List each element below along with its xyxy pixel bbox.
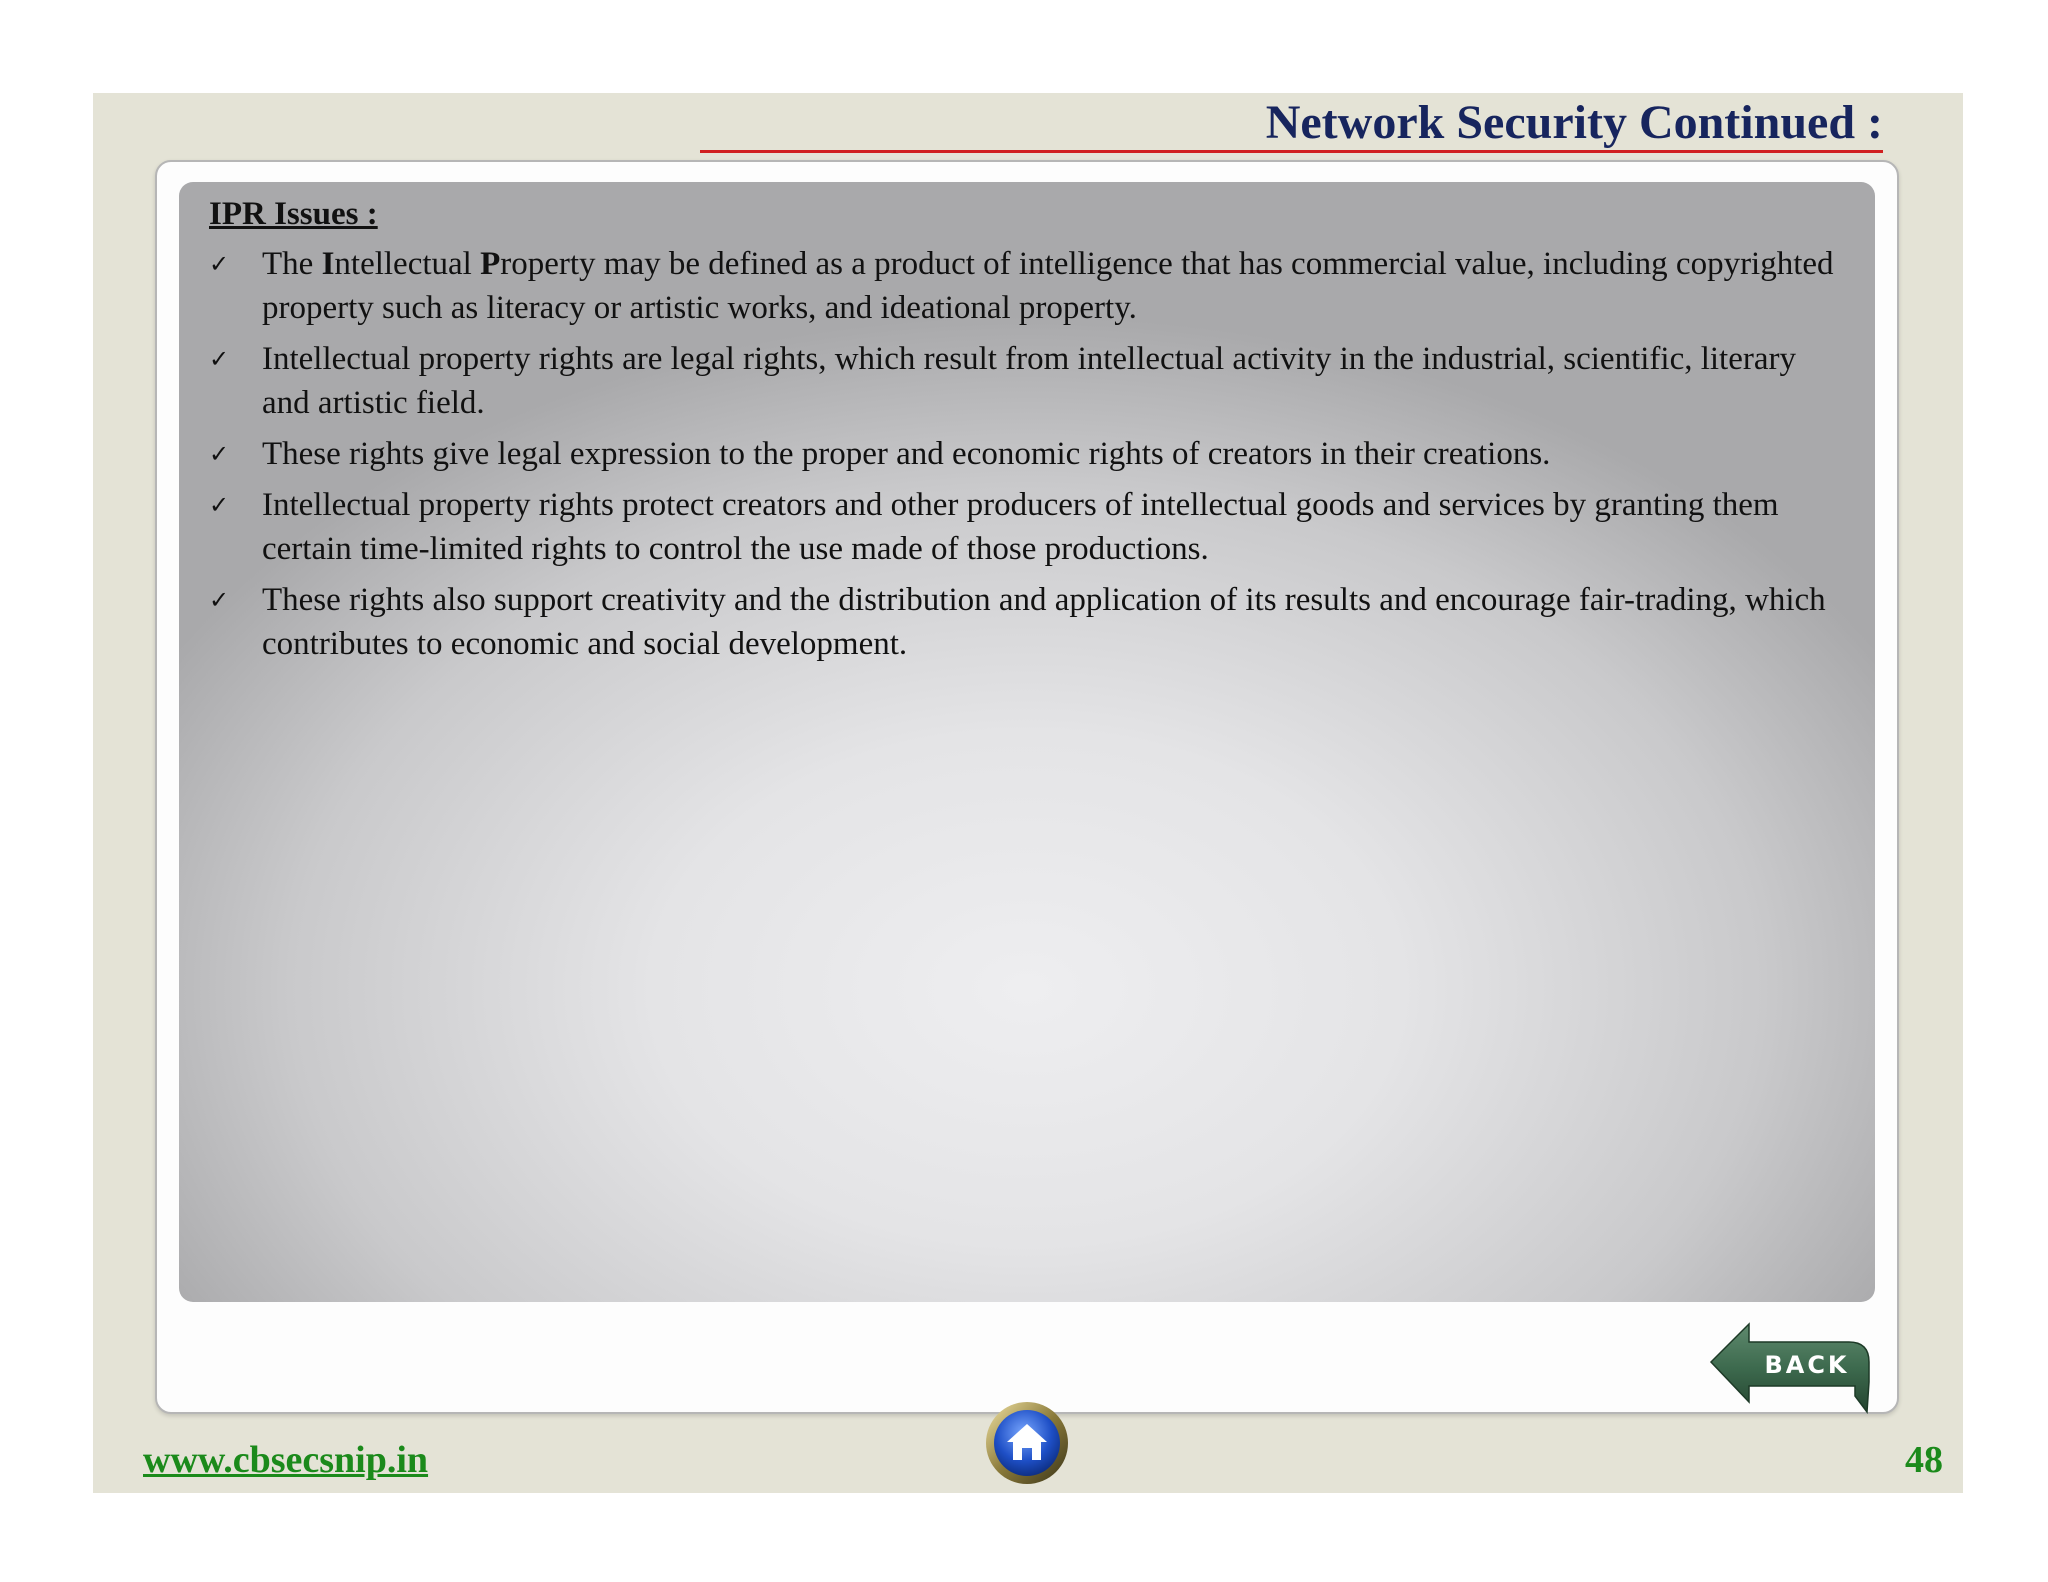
- home-button[interactable]: [984, 1400, 1070, 1486]
- bullet-item: [209, 483, 1849, 571]
- back-button[interactable]: [1709, 1320, 1873, 1414]
- checkmark-icon: ✓: [209, 440, 230, 468]
- bullet-item: [209, 337, 1849, 425]
- slide: [93, 93, 1963, 1493]
- footer-website-link[interactable]: www.cbsecsnip.in: [143, 1439, 429, 1481]
- checkmark-icon: ✓: [209, 491, 230, 519]
- bullet-text: I: [321, 246, 335, 282]
- checkmark-icon: ✓: [209, 345, 230, 373]
- section-heading: IPR Issues :: [209, 196, 378, 232]
- back-button-label: BACK: [1764, 1351, 1850, 1379]
- checkmark-icon: ✓: [209, 586, 230, 614]
- bullet-text: The: [262, 246, 322, 282]
- bullet-text: These rights also support creativity and the distribution and application of its results and encourage fair-trading, which contributes to economic and social development.: [262, 582, 1826, 662]
- content-panel: [179, 182, 1875, 1302]
- bullet-text: roperty may be defined as a product of intelligence that has commercial value, including copyrighted property such as literacy or artistic works, and ideational property.: [262, 246, 1834, 326]
- bullet-text: ntellectual: [334, 246, 481, 282]
- checkmark-icon: ✓: [209, 250, 230, 278]
- bullet-text: These rights give legal expression to the proper and economic rights of creators in their creations.: [262, 436, 1551, 472]
- bullet-item: [209, 242, 1849, 330]
- bullet-item: [209, 432, 1849, 476]
- bullet-list: [209, 242, 1849, 673]
- title-underline: [700, 150, 1883, 153]
- bullet-text: Intellectual property rights protect creators and other producers of intellectual goods and services by granting them certain time-limited rights to control the use made of those productions.: [262, 487, 1779, 567]
- slide-title: Network Security Continued :: [1265, 96, 1883, 149]
- bullet-text: P: [480, 246, 501, 282]
- bullet-item: [209, 578, 1849, 666]
- bullet-text: Intellectual property rights are legal rights, which result from intellectual activity in the industrial, scientific, literary and artistic field.: [262, 341, 1797, 421]
- page-number: 48: [1905, 1439, 1943, 1481]
